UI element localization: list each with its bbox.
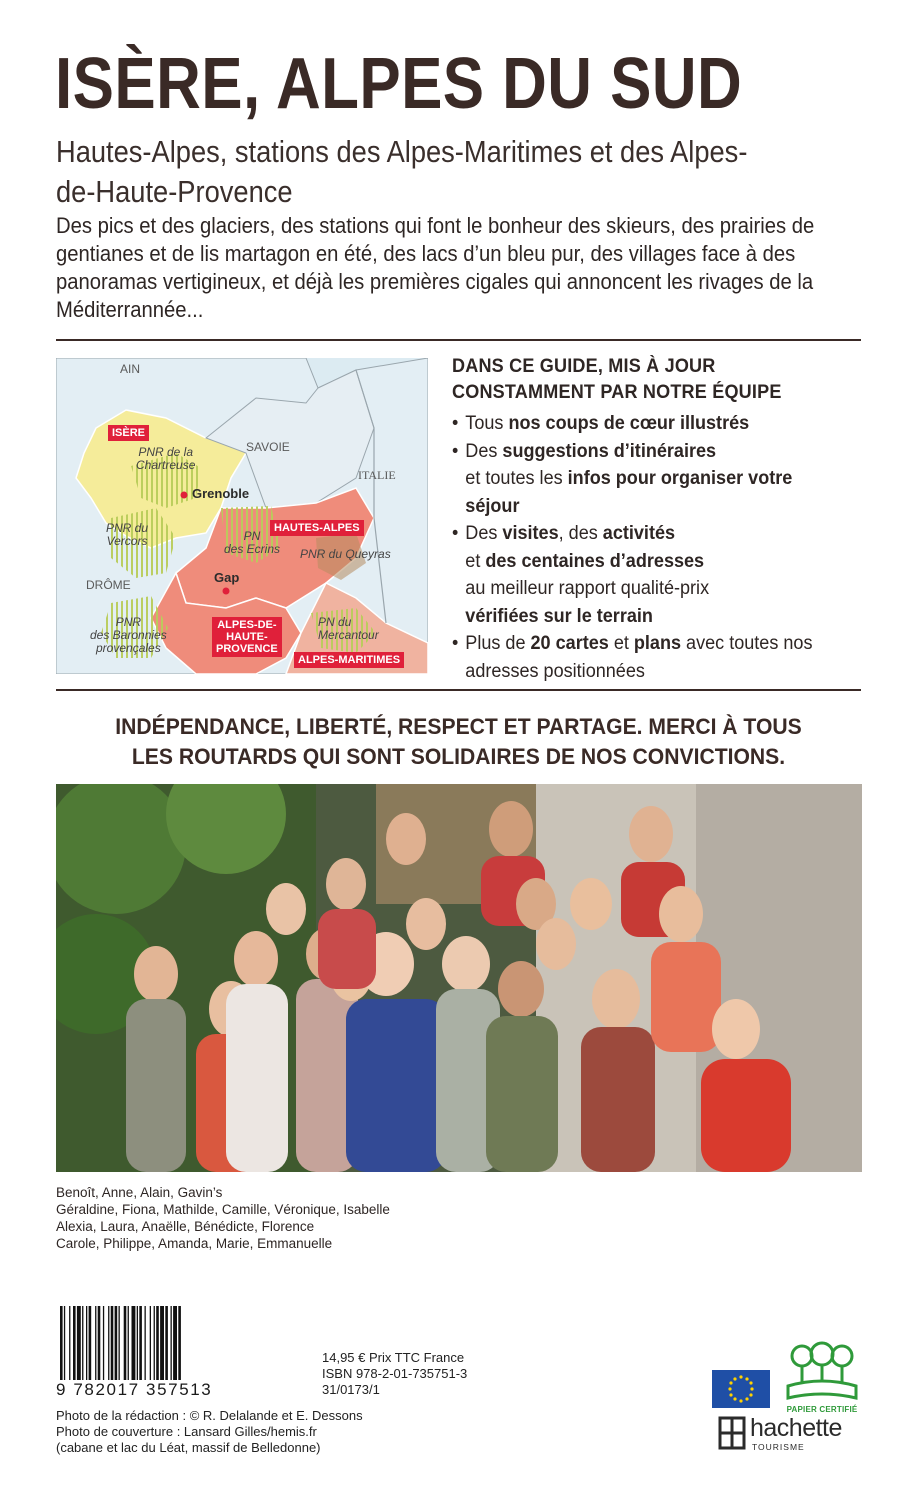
barcode-bar <box>111 1306 114 1382</box>
eu-flag-icon <box>712 1370 770 1408</box>
barcode-bar <box>139 1306 142 1382</box>
guide-item-bold: visites <box>502 523 559 544</box>
map-label-savoie: SAVOIE <box>246 440 290 454</box>
barcode-bar <box>95 1306 96 1382</box>
guide-item-text: avec toutes nos adresses positionnées <box>465 633 813 682</box>
barcode-bar <box>137 1306 138 1382</box>
team-names-row: Géraldine, Fiona, Mathilde, Camille, Véronique, Isabelle <box>56 1202 390 1217</box>
map-park-baronnies-line1: PNR <box>115 615 142 629</box>
hachette-h-icon <box>718 1416 746 1450</box>
guide-item-bold: des centaines d’adresses <box>485 550 705 572</box>
credit-line: Photo de la rédaction : © R. Delalande et E. Dessons <box>56 1408 363 1423</box>
barcode-bar <box>171 1306 172 1382</box>
region-map <box>56 358 428 674</box>
price-block <box>322 1350 467 1398</box>
map-park-chartreuse <box>136 446 195 472</box>
guide-item-text: Tous <box>465 413 509 434</box>
trees-book-icon <box>782 1340 862 1406</box>
map-park-chartreuse-line2: Chartreuse <box>136 458 196 472</box>
barcode-bar <box>145 1306 146 1382</box>
barcode-digits: 9 782017 357513 <box>56 1380 264 1400</box>
guide-item-bold: 20 cartes <box>530 633 609 654</box>
barcode-bar <box>73 1306 76 1382</box>
map-park-baronnies <box>90 616 167 655</box>
map-park-ecrins <box>224 530 280 556</box>
certified-paper-label: PAPIER CERTIFIÉ <box>786 1405 858 1414</box>
guide-item <box>452 520 851 630</box>
team-names <box>56 1184 556 1252</box>
map-city-gap: Gap <box>214 570 240 585</box>
barcode-bar <box>124 1306 127 1382</box>
slogan <box>72 712 845 772</box>
map-park-ecrins-line1: PN <box>243 529 261 543</box>
guide-item-text: au meilleur rapport qualité-prix <box>465 578 710 599</box>
credit-line: Photo de couverture : Lansard Gilles/hemis.fr <box>56 1424 317 1439</box>
barcode-bars <box>56 1306 262 1382</box>
guide-item <box>452 630 851 685</box>
map-badge-ahp-line3: PROVENCE <box>216 643 278 655</box>
barcode-bar <box>64 1306 65 1382</box>
guide-item-text: Des <box>465 523 503 544</box>
barcode-bar <box>160 1306 164 1382</box>
barcode-bar <box>98 1306 101 1382</box>
barcode-bar <box>82 1306 83 1382</box>
barcode-bar <box>89 1306 92 1382</box>
map-label-ain: AIN <box>120 362 141 376</box>
map-park-mercantour-line1: PN du <box>318 615 352 629</box>
credit-line: (cabane et lac du Léat, massif de Belledonne) <box>56 1440 321 1455</box>
guide-item <box>452 438 851 521</box>
publisher-name: hachette <box>750 1414 842 1442</box>
map-badge-ahp-line2: HAUTE- <box>226 631 268 643</box>
divider-middle <box>56 689 861 691</box>
guide-item-text: et toutes les <box>465 468 568 489</box>
map-park-vercors-line2: Vercors <box>106 534 148 548</box>
guide-item-bold: infos pour organiser votre séjour <box>465 468 793 517</box>
barcode-bar <box>156 1306 159 1382</box>
map-label-italie: ITALIE <box>358 468 396 482</box>
team-names-row: Benoît, Anne, Alain, Gavin’s <box>56 1185 223 1200</box>
team-photo <box>56 784 862 1172</box>
isbn-text: ISBN 978-2-01-735751-3 <box>322 1366 468 1381</box>
guide-heading-line2: CONSTAMMENT PAR NOTRE ÉQUIPE <box>452 382 782 403</box>
publisher-subtitle: TOURISME <box>752 1442 805 1452</box>
barcode-bar <box>132 1306 136 1382</box>
barcode-bar <box>165 1306 168 1382</box>
divider-top <box>56 339 861 341</box>
barcode-bar <box>108 1306 109 1382</box>
barcode-bar <box>178 1306 181 1382</box>
barcode-bar <box>69 1306 70 1382</box>
guide-item-bold: vérifiées sur le terrain <box>465 605 653 627</box>
price-text: 14,95 € Prix TTC France <box>322 1350 465 1365</box>
photo-credits <box>56 1408 363 1456</box>
page-subtitle: Hautes-Alpes, stations des Alpes-Maritimes et des Alpes-de-Haute-Provence <box>56 134 748 209</box>
map-park-mercantour-line2: Mercantour <box>318 628 379 642</box>
map-park-baronnies-line3: provençales <box>96 641 161 655</box>
barcode-bar <box>150 1306 151 1382</box>
certified-paper-icon <box>782 1340 862 1406</box>
team-photo-graphic <box>56 784 862 1172</box>
map-park-vercors <box>106 522 148 548</box>
slogan-line1: INDÉPENDANCE, LIBERTÉ, RESPECT ET PARTAGE. MERCI À TOUS <box>115 714 802 739</box>
map-park-baronnies-line2: des Baronnies <box>90 628 167 642</box>
eu-stars-icon <box>712 1370 770 1408</box>
barcode-bar <box>77 1306 81 1382</box>
map-park-chartreuse-line1: PNR de la <box>138 445 194 459</box>
guide-item-text: et <box>608 633 634 654</box>
guide-list <box>452 410 872 685</box>
guide-item <box>452 410 851 438</box>
guide-item-bold: plans <box>633 633 682 654</box>
guide-item-bold: activités <box>602 523 676 544</box>
guide-item-bold: nos coups de cœur illustrés <box>508 413 750 434</box>
intro-paragraph: Des pics et des glaciers, des stations qui font le bonheur des skieurs, des prairies de gentianes et de lis martagon en été, des lacs d’un bleu pur, des villages face à des panoramas vertigineux, et déjà les premières cigales qui annoncent les rivages de la Méditerrannée... <box>56 213 815 322</box>
guide-item-text: et <box>465 550 486 572</box>
barcode-bar <box>173 1306 177 1382</box>
guide-item-text: Des <box>465 440 503 462</box>
map-badge-hautes-alpes: HAUTES-ALPES <box>270 520 364 536</box>
guide-features <box>452 354 872 685</box>
guide-item-text: Plus de <box>465 633 531 654</box>
map-badge-alpes-maritimes: ALPES-MARITIMES <box>294 652 404 668</box>
barcode-bar <box>154 1306 155 1382</box>
page-title: ISÈRE, ALPES DU SUD <box>55 44 743 124</box>
barcode-bar <box>103 1306 104 1382</box>
guide-item-text: , des <box>558 523 603 544</box>
barcode-bar <box>119 1306 120 1382</box>
barcode-bar <box>60 1306 63 1382</box>
barcode-bar <box>115 1306 118 1382</box>
map-city-grenoble: Grenoble <box>192 486 250 501</box>
team-names-row: Alexia, Laura, Anaëlle, Bénédicte, Florence <box>56 1219 315 1234</box>
barcode-bar <box>128 1306 129 1382</box>
slogan-line2: LES ROUTARDS QUI SONT SOLIDAIRES DE NOS CONVICTIONS. <box>131 744 786 769</box>
guide-item-bold: suggestions d’itinéraires <box>502 440 717 462</box>
map-park-queyras: PNR du Queyras <box>300 547 391 561</box>
catalog-code: 31/0173/1 <box>322 1382 380 1397</box>
map-badge-ahp-line1: ALPES-DE- <box>217 619 277 631</box>
team-names-row: Carole, Philippe, Amanda, Marie, Emmanuelle <box>56 1236 333 1251</box>
map-park-vercors-line1: PNR du <box>106 521 149 535</box>
barcode-bar <box>86 1306 87 1382</box>
map-label-drome: DRÔME <box>86 578 131 592</box>
map-park-mercantour <box>318 616 379 642</box>
guide-heading-line1: DANS CE GUIDE, MIS À JOUR <box>452 356 716 377</box>
map-badge-isere: ISÈRE <box>108 425 149 441</box>
map-park-ecrins-line2: des Ecrins <box>224 542 281 556</box>
map-badge-alpes-de-haute-provence <box>212 617 282 657</box>
